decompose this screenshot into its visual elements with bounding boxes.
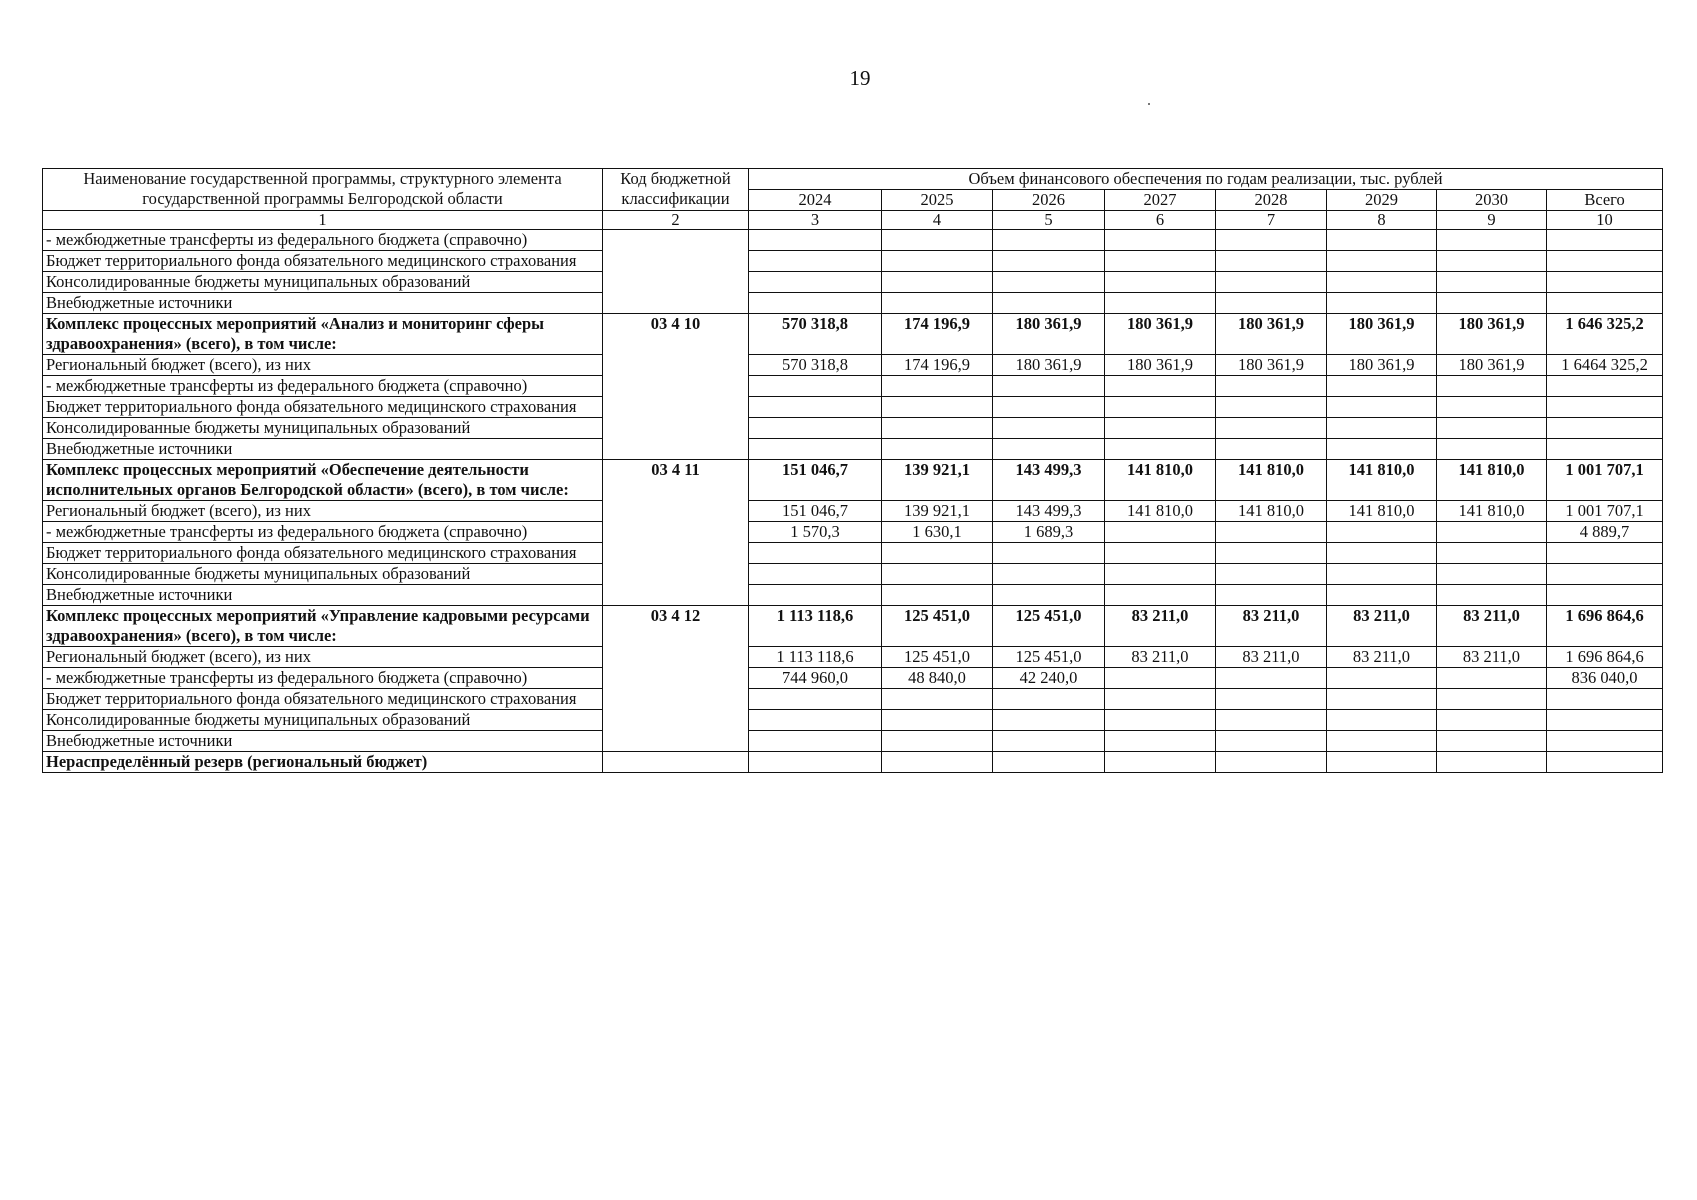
year-value: 141 810,0 xyxy=(1216,501,1327,522)
year-header: 2026 xyxy=(993,190,1105,211)
year-value xyxy=(749,710,882,731)
year-value xyxy=(1216,418,1327,439)
year-value xyxy=(1105,522,1216,543)
column-header-code: Код бюджетной классификации xyxy=(603,169,749,211)
table-row xyxy=(43,251,1663,272)
year-value xyxy=(749,564,882,585)
year-value: 42 240,0 xyxy=(993,668,1105,689)
year-value xyxy=(1327,564,1437,585)
total-value xyxy=(1547,376,1663,397)
year-value xyxy=(1105,418,1216,439)
year-value xyxy=(882,752,993,773)
year-value: 48 840,0 xyxy=(882,668,993,689)
year-value xyxy=(1437,668,1547,689)
section-total-row xyxy=(43,460,1663,501)
year-value xyxy=(1437,710,1547,731)
year-value xyxy=(993,543,1105,564)
year-value xyxy=(882,564,993,585)
year-value xyxy=(1105,731,1216,752)
year-value xyxy=(749,752,882,773)
year-value xyxy=(1105,668,1216,689)
section-total-row xyxy=(43,314,1663,355)
row-name: Консолидированные бюджеты муниципальных образований xyxy=(43,272,603,293)
year-value xyxy=(1105,585,1216,606)
year-value xyxy=(1437,397,1547,418)
year-value xyxy=(1437,376,1547,397)
year-value xyxy=(882,689,993,710)
total-value xyxy=(1547,397,1663,418)
table-row xyxy=(43,522,1663,543)
year-value: 1 689,3 xyxy=(993,522,1105,543)
column-number: 1 xyxy=(43,211,603,230)
row-name: Внебюджетные источники xyxy=(43,731,603,752)
year-value xyxy=(1437,522,1547,543)
total-value xyxy=(1547,418,1663,439)
year-value xyxy=(1437,585,1547,606)
year-value xyxy=(749,230,882,251)
year-value xyxy=(1105,272,1216,293)
year-value xyxy=(882,397,993,418)
year-value: 180 361,9 xyxy=(1437,355,1547,376)
row-name: Комплекс процессных мероприятий «Анализ и мониторинг сферы здравоохранения» (всего), в том числе: xyxy=(43,314,603,355)
column-number: 2 xyxy=(603,211,749,230)
total-value xyxy=(1547,272,1663,293)
year-value: 180 361,9 xyxy=(993,355,1105,376)
year-value xyxy=(993,731,1105,752)
year-value xyxy=(1437,230,1547,251)
year-value xyxy=(749,272,882,293)
year-value xyxy=(1105,564,1216,585)
year-value xyxy=(1327,376,1437,397)
year-value: 151 046,7 xyxy=(749,460,882,501)
year-value xyxy=(749,376,882,397)
year-value xyxy=(1105,689,1216,710)
table-row xyxy=(43,272,1663,293)
year-header: 2029 xyxy=(1327,190,1437,211)
year-value: 125 451,0 xyxy=(993,647,1105,668)
year-value xyxy=(1327,272,1437,293)
year-value xyxy=(882,251,993,272)
year-value xyxy=(993,585,1105,606)
column-number: 10 xyxy=(1547,211,1663,230)
budget-code xyxy=(603,230,749,314)
table-row xyxy=(43,501,1663,522)
year-value xyxy=(993,397,1105,418)
year-value: 125 451,0 xyxy=(882,647,993,668)
year-value xyxy=(1216,731,1327,752)
row-name: - межбюджетные трансферты из федерального бюджета (справочно) xyxy=(43,376,603,397)
year-value xyxy=(1327,397,1437,418)
year-value: 141 810,0 xyxy=(1327,460,1437,501)
year-value xyxy=(1437,439,1547,460)
column-number: 8 xyxy=(1327,211,1437,230)
year-value xyxy=(882,376,993,397)
year-value xyxy=(993,564,1105,585)
table-row xyxy=(43,543,1663,564)
year-value xyxy=(1105,376,1216,397)
year-value: 83 211,0 xyxy=(1327,647,1437,668)
year-value xyxy=(1216,230,1327,251)
year-header: 2027 xyxy=(1105,190,1216,211)
year-value xyxy=(1327,439,1437,460)
unallocated-reserve-row xyxy=(43,752,1663,773)
year-value: 1 570,3 xyxy=(749,522,882,543)
year-value xyxy=(1216,293,1327,314)
year-value: 83 211,0 xyxy=(1216,647,1327,668)
year-value: 180 361,9 xyxy=(1105,355,1216,376)
year-value xyxy=(1327,585,1437,606)
year-value xyxy=(993,251,1105,272)
year-value xyxy=(1327,522,1437,543)
total-value xyxy=(1547,689,1663,710)
year-value: 180 361,9 xyxy=(1327,314,1437,355)
year-value: 125 451,0 xyxy=(882,606,993,647)
year-value xyxy=(1216,689,1327,710)
year-value xyxy=(1105,397,1216,418)
table-row xyxy=(43,585,1663,606)
year-value xyxy=(749,731,882,752)
year-value xyxy=(1437,418,1547,439)
year-value: 141 810,0 xyxy=(1105,460,1216,501)
year-value xyxy=(882,731,993,752)
total-value: 1 001 707,1 xyxy=(1547,501,1663,522)
table-row xyxy=(43,564,1663,585)
year-value xyxy=(882,439,993,460)
year-value: 83 211,0 xyxy=(1105,606,1216,647)
year-value xyxy=(882,293,993,314)
year-value xyxy=(749,293,882,314)
year-value xyxy=(882,418,993,439)
table-row xyxy=(43,689,1663,710)
year-value: 141 810,0 xyxy=(1437,460,1547,501)
year-value xyxy=(1327,230,1437,251)
year-value xyxy=(1437,272,1547,293)
year-value xyxy=(882,543,993,564)
year-value xyxy=(1437,293,1547,314)
total-value xyxy=(1547,710,1663,731)
year-value: 570 318,8 xyxy=(749,314,882,355)
year-value xyxy=(1216,543,1327,564)
year-value xyxy=(1327,251,1437,272)
total-value: 1 696 864,6 xyxy=(1547,647,1663,668)
table-row xyxy=(43,230,1663,251)
year-value xyxy=(1105,230,1216,251)
total-value: 836 040,0 xyxy=(1547,668,1663,689)
total-value: 4 889,7 xyxy=(1547,522,1663,543)
year-value xyxy=(1216,585,1327,606)
year-value xyxy=(882,585,993,606)
year-value: 744 960,0 xyxy=(749,668,882,689)
year-value xyxy=(1437,731,1547,752)
year-value: 141 810,0 xyxy=(1216,460,1327,501)
year-value: 1 113 118,6 xyxy=(749,647,882,668)
year-value: 141 810,0 xyxy=(1105,501,1216,522)
year-value xyxy=(1216,752,1327,773)
table-row xyxy=(43,710,1663,731)
year-value: 83 211,0 xyxy=(1216,606,1327,647)
year-value xyxy=(1327,689,1437,710)
year-value xyxy=(1105,543,1216,564)
budget-code: 03 4 10 xyxy=(603,314,749,460)
total-value xyxy=(1547,293,1663,314)
year-header: 2024 xyxy=(749,190,882,211)
year-value xyxy=(993,418,1105,439)
year-value: 141 810,0 xyxy=(1327,501,1437,522)
year-value xyxy=(1105,752,1216,773)
year-value xyxy=(1216,522,1327,543)
year-value xyxy=(993,230,1105,251)
year-value xyxy=(1216,564,1327,585)
total-value: 1 696 864,6 xyxy=(1547,606,1663,647)
total-value xyxy=(1547,585,1663,606)
row-name: Региональный бюджет (всего), из них xyxy=(43,501,603,522)
year-value: 570 318,8 xyxy=(749,355,882,376)
year-value: 139 921,1 xyxy=(882,460,993,501)
year-value xyxy=(749,397,882,418)
section-total-row xyxy=(43,606,1663,647)
table-row xyxy=(43,355,1663,376)
row-name: Внебюджетные источники xyxy=(43,439,603,460)
funding-table xyxy=(42,168,1663,773)
year-value xyxy=(993,439,1105,460)
row-name: Комплекс процессных мероприятий «Управление кадровыми ресурсами здравоохранения» (всего), в том числе: xyxy=(43,606,603,647)
year-value xyxy=(1327,710,1437,731)
column-number: 5 xyxy=(993,211,1105,230)
year-value xyxy=(749,543,882,564)
column-header-funding: Объем финансового обеспечения по годам реализации, тыс. рублей xyxy=(749,169,1663,190)
year-value: 83 211,0 xyxy=(1327,606,1437,647)
row-name: - межбюджетные трансферты из федерального бюджета (справочно) xyxy=(43,668,603,689)
table-row xyxy=(43,668,1663,689)
page-number: 19 xyxy=(849,66,871,90)
year-value: 139 921,1 xyxy=(882,501,993,522)
total-value: 1 001 707,1 xyxy=(1547,460,1663,501)
column-number: 9 xyxy=(1437,211,1547,230)
column-number: 3 xyxy=(749,211,882,230)
year-value xyxy=(1437,752,1547,773)
year-value: 141 810,0 xyxy=(1437,501,1547,522)
year-value xyxy=(1437,251,1547,272)
year-value xyxy=(993,689,1105,710)
budget-code: 03 4 12 xyxy=(603,606,749,752)
year-value xyxy=(993,376,1105,397)
year-value: 83 211,0 xyxy=(1437,647,1547,668)
budget-code xyxy=(603,752,749,773)
year-value xyxy=(749,251,882,272)
row-name: Консолидированные бюджеты муниципальных образований xyxy=(43,564,603,585)
year-value: 143 499,3 xyxy=(993,460,1105,501)
year-value: 174 196,9 xyxy=(882,314,993,355)
row-name: Консолидированные бюджеты муниципальных образований xyxy=(43,710,603,731)
year-header: 2025 xyxy=(882,190,993,211)
total-value: 1 646 325,2 xyxy=(1547,314,1663,355)
year-value: 1 630,1 xyxy=(882,522,993,543)
row-name: Бюджет территориального фонда обязательного медицинского страхования xyxy=(43,251,603,272)
year-value xyxy=(749,439,882,460)
year-value xyxy=(1216,251,1327,272)
year-header: 2030 xyxy=(1437,190,1547,211)
column-number: 7 xyxy=(1216,211,1327,230)
year-value xyxy=(1327,293,1437,314)
year-value xyxy=(1327,543,1437,564)
year-value xyxy=(1327,731,1437,752)
table-row xyxy=(43,647,1663,668)
year-value: 143 499,3 xyxy=(993,501,1105,522)
year-value xyxy=(1216,376,1327,397)
total-value xyxy=(1547,251,1663,272)
column-number: 6 xyxy=(1105,211,1216,230)
total-value xyxy=(1547,752,1663,773)
year-value: 180 361,9 xyxy=(1437,314,1547,355)
row-name: Бюджет территориального фонда обязательного медицинского страхования xyxy=(43,689,603,710)
total-value xyxy=(1547,543,1663,564)
year-value xyxy=(749,585,882,606)
column-number: 4 xyxy=(882,211,993,230)
table-row xyxy=(43,293,1663,314)
year-value xyxy=(993,752,1105,773)
year-value xyxy=(1216,397,1327,418)
year-value xyxy=(1105,251,1216,272)
column-header-name: Наименование государственной программы, структурного элемента государственной программы Белгородской области xyxy=(43,169,603,211)
year-value xyxy=(749,689,882,710)
year-value: 180 361,9 xyxy=(1327,355,1437,376)
total-value xyxy=(1547,731,1663,752)
year-value xyxy=(1105,710,1216,731)
year-value xyxy=(882,230,993,251)
row-name: Внебюджетные источники xyxy=(43,293,603,314)
year-value: 180 361,9 xyxy=(993,314,1105,355)
year-value: 1 113 118,6 xyxy=(749,606,882,647)
year-value xyxy=(1327,752,1437,773)
table-row xyxy=(43,397,1663,418)
total-value xyxy=(1547,564,1663,585)
year-value xyxy=(993,272,1105,293)
row-name: Бюджет территориального фонда обязательного медицинского страхования xyxy=(43,543,603,564)
row-name: Региональный бюджет (всего), из них xyxy=(43,647,603,668)
year-value xyxy=(1437,564,1547,585)
year-value: 125 451,0 xyxy=(993,606,1105,647)
year-value xyxy=(882,272,993,293)
table-row xyxy=(43,376,1663,397)
budget-code: 03 4 11 xyxy=(603,460,749,606)
year-value xyxy=(1437,689,1547,710)
year-value xyxy=(1327,418,1437,439)
year-value xyxy=(1216,710,1327,731)
year-value: 151 046,7 xyxy=(749,501,882,522)
row-name: - межбюджетные трансферты из федерального бюджета (справочно) xyxy=(43,230,603,251)
table-row xyxy=(43,731,1663,752)
year-value xyxy=(749,418,882,439)
year-value xyxy=(1216,668,1327,689)
row-name: Комплекс процессных мероприятий «Обеспечение деятельности исполнительных органов Белгородской области» (всего), в том числе: xyxy=(43,460,603,501)
year-value xyxy=(1216,272,1327,293)
table-body xyxy=(43,230,1663,773)
year-value: 180 361,9 xyxy=(1216,314,1327,355)
year-value xyxy=(1327,668,1437,689)
row-name: Консолидированные бюджеты муниципальных образований xyxy=(43,418,603,439)
row-name: Нераспределённый резерв (региональный бюджет) xyxy=(43,752,603,773)
table-row xyxy=(43,439,1663,460)
scan-speck xyxy=(1148,103,1150,105)
row-name: Бюджет территориального фонда обязательного медицинского страхования xyxy=(43,397,603,418)
total-value xyxy=(1547,230,1663,251)
year-value: 83 211,0 xyxy=(1437,606,1547,647)
year-value: 180 361,9 xyxy=(1216,355,1327,376)
year-value: 174 196,9 xyxy=(882,355,993,376)
year-value xyxy=(1216,439,1327,460)
year-value xyxy=(1105,293,1216,314)
row-name: Внебюджетные источники xyxy=(43,585,603,606)
year-value xyxy=(882,710,993,731)
total-value xyxy=(1547,439,1663,460)
year-value xyxy=(1437,543,1547,564)
row-name: Региональный бюджет (всего), из них xyxy=(43,355,603,376)
table-row xyxy=(43,418,1663,439)
year-value xyxy=(1105,439,1216,460)
row-name: - межбюджетные трансферты из федерального бюджета (справочно) xyxy=(43,522,603,543)
year-value xyxy=(993,710,1105,731)
year-value: 180 361,9 xyxy=(1105,314,1216,355)
year-value xyxy=(993,293,1105,314)
year-value: 83 211,0 xyxy=(1105,647,1216,668)
total-value: 1 6464 325,2 xyxy=(1547,355,1663,376)
total-header: Всего xyxy=(1547,190,1663,211)
year-header: 2028 xyxy=(1216,190,1327,211)
